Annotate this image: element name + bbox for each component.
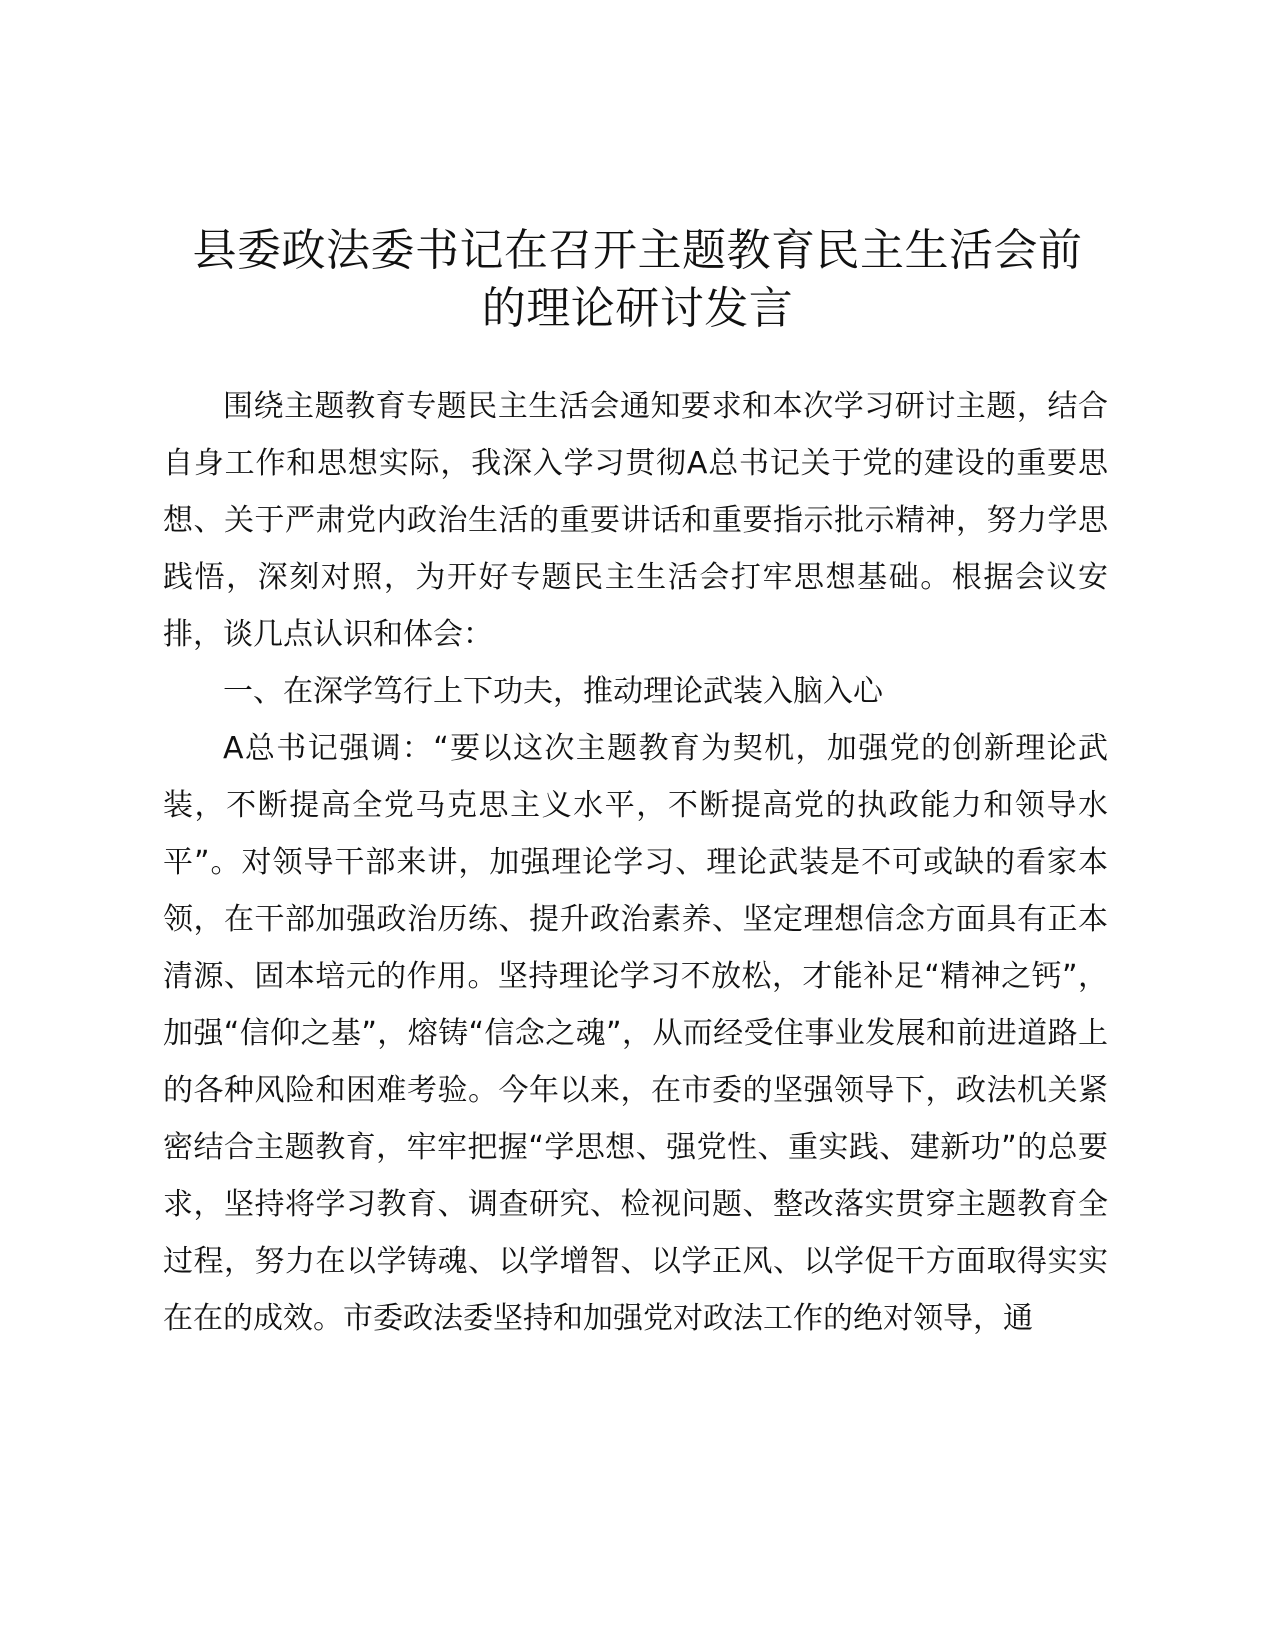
- document-title: [150, 222, 1125, 338]
- intro-paragraph: 围绕主题教育专题民主生活会通知要求和本次学习研讨主题，结合自身工作和思想实际，我深入学习贯彻A总书记关于党的建设的重要思想、关于严肃党内政治生活的重要讲话和重要指示批示精神，努力学思践悟，深刻对照，为开好专题民主生活会打牢思想基础。根据会议安排，谈几点认识和体会：: [163, 389, 1108, 652]
- body-paragraph: A总书记强调：“要以这次主题教育为契机，加强党的创新理论武装，不断提高全党马克思主义水平，不断提高党的执政能力和领导水平”。对领导干部来讲，加强理论学习、理论武装是不可或缺的看家本领，在干部加强政治历练、提升政治素养、坚定理想信念方面具有正本清源、固本培元的作用。坚持理论学习不放松，才能补足“精神之钙”，加强“信仰之基”，熔铸“信念之魂”，从而经受住事业发展和前进道路上的各种风险和困难考验。今年以来，在市委的坚强领导下，政法机关紧密结合主题教育，牢牢把握“学思想、强党性、重实践、建新功”的总要求，坚持将学习教育、调查研究、检视问题、整改落实贯穿主题教育全过程，努力在以学铸魂、以学增智、以学正风、以学促干方面取得实实在在的成效。市委政法委坚持和加强党对政法工作的绝对领导，通: [163, 731, 1108, 1336]
- document-body: [163, 378, 1108, 1347]
- title-line-1: 县委政法委书记在召开主题教育民主生活会前: [192, 225, 1083, 276]
- title-line-2: 的理论研讨发言: [481, 283, 794, 334]
- section-heading-1: 一、在深学笃行上下功夫，推动理论武装入脑入心: [223, 674, 883, 709]
